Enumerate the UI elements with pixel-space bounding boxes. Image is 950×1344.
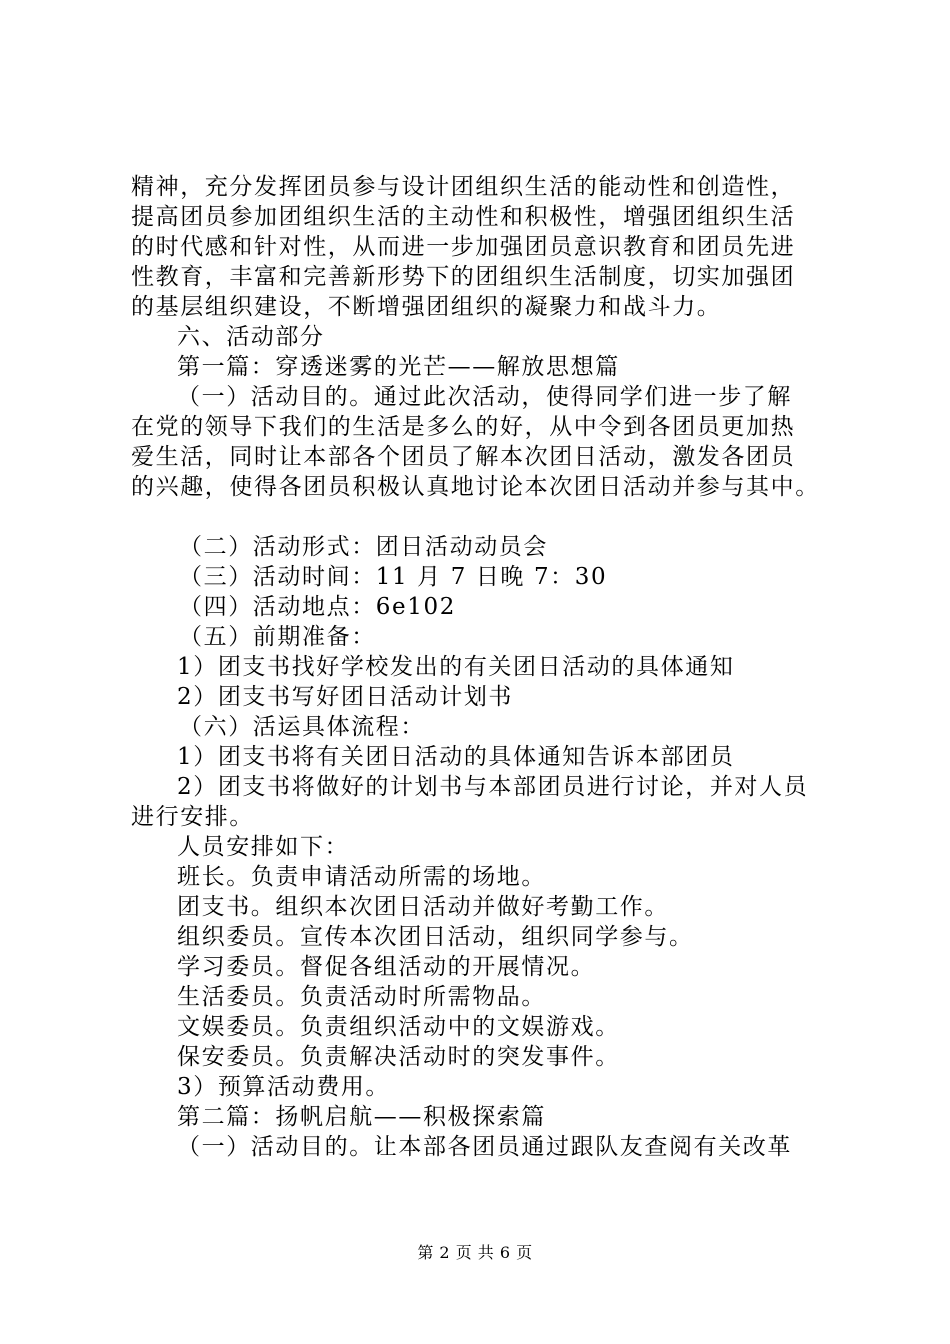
page-footer: 第 2 页 共 6 页 bbox=[417, 1243, 533, 1262]
blank-line bbox=[131, 502, 836, 532]
list-item: 1）团支书找好学校发出的有关团日活动的具体通知 bbox=[177, 654, 735, 680]
list-item: （五）前期准备： bbox=[179, 624, 376, 650]
list-item: 学习委员。督促各组活动的开展情况。 bbox=[177, 954, 596, 980]
paragraph-line: 精神，充分发挥团员参与设计团组织生活的能动性和创造性， bbox=[131, 174, 796, 200]
paragraph-line: （一）活动目的。通过此次活动，使得同学们进一步了解 bbox=[177, 384, 792, 410]
paragraph-line: 的基层组织建设，不断增强团组织的凝聚力和战斗力。 bbox=[131, 294, 722, 320]
document-body bbox=[131, 172, 836, 1162]
paragraph-line: 性教育，丰富和完善新形势下的团组织生活制度，切实加强团 bbox=[131, 264, 796, 290]
list-item: 1）团支书将有关团日活动的具体通知告诉本部团员 bbox=[177, 744, 735, 770]
list-item: 班长。负责申请活动所需的场地。 bbox=[177, 864, 546, 890]
paragraph-line: 人员安排如下： bbox=[177, 834, 350, 860]
list-item: 2）团支书将做好的计划书与本部团员进行讨论，并对人员 bbox=[177, 774, 809, 800]
paragraph-line: 的时代感和针对性，从而进一步加强团员意识教育和团员先进 bbox=[131, 234, 796, 260]
list-item: 团支书。组织本次团日活动并做好考勤工作。 bbox=[177, 894, 669, 920]
list-item: 2）团支书写好团日活动计划书 bbox=[177, 684, 514, 710]
list-item: 生活委员。负责活动时所需物品。 bbox=[177, 984, 546, 1010]
list-item: 保安委员。负责解决活动时的突发事件。 bbox=[177, 1044, 620, 1070]
list-item: （二）活动形式：团日活动动员会 bbox=[179, 534, 548, 560]
list-item: 组织委员。宣传本次团日活动，组织同学参与。 bbox=[177, 924, 694, 950]
paragraph-line: （一）活动目的。让本部各团员通过跟队友查阅有关改革 bbox=[177, 1134, 792, 1160]
list-item: 文娱委员。负责组织活动中的文娱游戏。 bbox=[177, 1014, 620, 1040]
list-item: （四）活动地点：6e102 bbox=[179, 594, 456, 620]
paragraph-line: 在党的领导下我们的生活是多么的好，从中令到各团员更加热 bbox=[131, 414, 796, 440]
paragraph-line: 爱生活，同时让本部各个团员了解本次团日活动，激发各团员 bbox=[131, 444, 796, 470]
paragraph-line: 提高团员参加团组织生活的主动性和积极性，增强团组织生活 bbox=[131, 204, 796, 230]
chapter-heading: 第二篇：扬帆启航——积极探索篇 bbox=[177, 1104, 546, 1130]
section-heading: 六、活动部分 bbox=[177, 324, 325, 350]
list-item: （六）活运具体流程： bbox=[179, 714, 425, 740]
list-item: 3）预算活动费用。 bbox=[177, 1074, 391, 1100]
chapter-heading: 第一篇：穿透迷雾的光芒——解放思想篇 bbox=[177, 354, 620, 380]
list-item: （三）活动时间：11 月 7 日晚 7：30 bbox=[179, 564, 608, 590]
paragraph-line: 的兴趣，使得各团员积极认真地讨论本次团日活动并参与其中。 bbox=[131, 474, 820, 500]
paragraph-line: 进行安排。 bbox=[131, 804, 254, 830]
